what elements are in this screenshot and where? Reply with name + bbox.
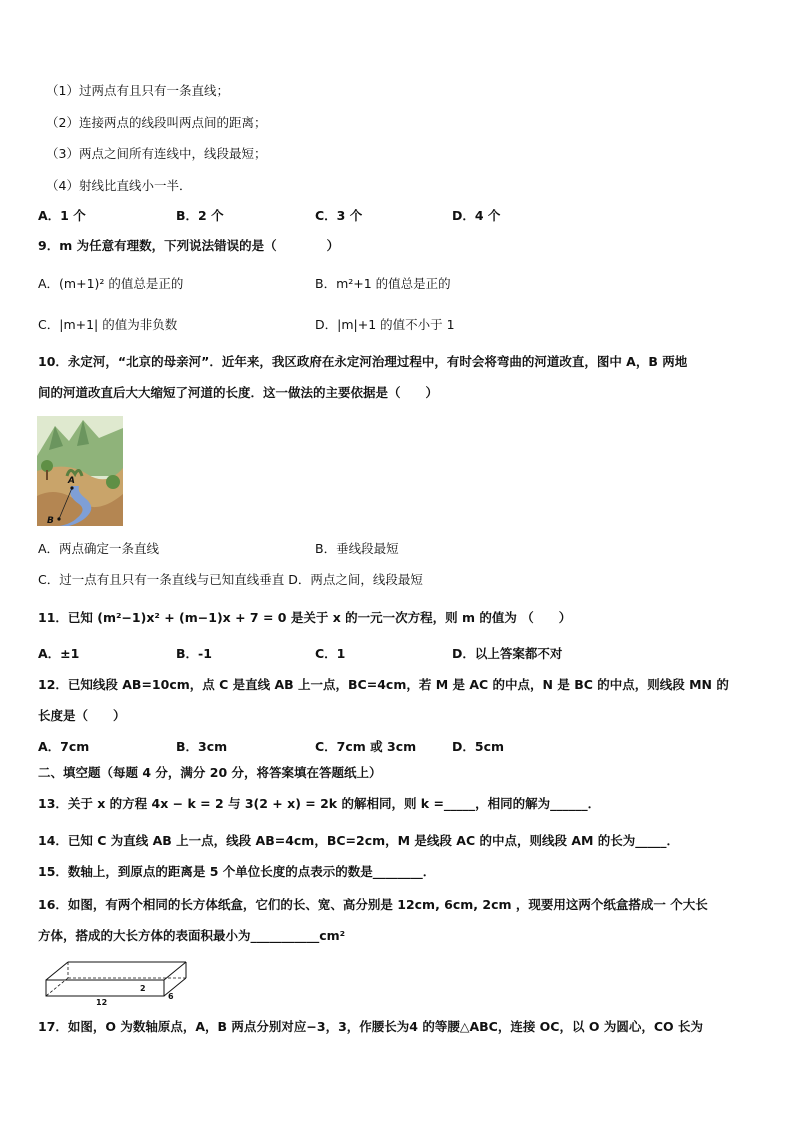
q8-option-d: D．4 个 bbox=[452, 208, 501, 223]
statement-3: （3）两点之间所有连线中，线段最短； bbox=[46, 146, 267, 161]
q11-stem: 11．已知 (m²−1)x² + (m−1)x + 7 = 0 是关于 x 的一元一次方程，则 m 的值为 （ ） bbox=[38, 610, 572, 625]
q8-option-c: C．3 个 bbox=[315, 208, 363, 223]
q8-option-b: B．2 个 bbox=[176, 208, 224, 223]
q11-option-c: C．1 bbox=[315, 646, 346, 661]
q12-option-a: A．7cm bbox=[38, 739, 90, 754]
point-b-label: B bbox=[47, 516, 54, 526]
point-a-label: A bbox=[68, 476, 75, 486]
length-label: 12 bbox=[96, 998, 108, 1006]
width-label: 6 bbox=[168, 992, 174, 1001]
q9-option-c: C．|m+1| 的值为非负数 bbox=[38, 317, 178, 332]
q16-stem-line1: 16．如图，有两个相同的长方体纸盒，它们的长、宽、高分别是 12cm, 6cm, 2cm ，现要用这两个纸盒搭成一 个大长 bbox=[38, 897, 708, 912]
section-2-heading: 二、填空题（每题 4 分，满分 20 分，将答案填在答题纸上） bbox=[38, 765, 382, 780]
q9-option-d: D．|m|+1 的值不小于 1 bbox=[315, 317, 455, 332]
q10-option-cd: C．过一点有且只有一条直线与已知直线垂直 D．两点之间，线段最短 bbox=[38, 572, 423, 587]
q12-stem-line2: 长度是（ ） bbox=[38, 708, 126, 723]
q11-option-d: D．以上答案都不对 bbox=[452, 646, 563, 661]
q12-stem-line1: 12．已知线段 AB=10cm，点 C 是直线 AB 上一点，BC=4cm，若 M 是 AC 的中点，N 是 BC 的中点，则线段 MN 的 bbox=[38, 677, 729, 692]
q12-option-b: B．3cm bbox=[176, 739, 228, 754]
q9-stem: 9．m 为任意有理数，下列说法错误的是（ ） bbox=[38, 238, 340, 253]
q10-stem-line2: 间的河道改直后大大缩短了河道的长度．这一做法的主要依据是（ ） bbox=[38, 385, 439, 400]
cuboid-box-diagram bbox=[40, 958, 195, 1006]
q10-stem-line1: 10．永定河，“北京的母亲河”．近年来，我区政府在永定河治理过程中，有时会将弯曲的河道改直，图中 A，B 两地 bbox=[38, 354, 688, 369]
q9-option-b: B．m²+1 的值总是正的 bbox=[315, 276, 451, 291]
q15-text: 15．数轴上，到原点的距离是 5 个单位长度的点表示的数是________． bbox=[38, 864, 436, 879]
q10-option-b: B．垂线段最短 bbox=[315, 541, 399, 556]
q8-option-a: A．1 个 bbox=[38, 208, 86, 223]
q10-option-a: A．两点确定一条直线 bbox=[38, 541, 160, 556]
river-landscape-illustration bbox=[37, 416, 123, 526]
statement-4: （4）射线比直线小一半． bbox=[46, 178, 192, 193]
q11-option-b: B．-1 bbox=[176, 646, 212, 661]
q17-text: 17．如图，O 为数轴原点，A，B 两点分别对应−3，3，作腰长为4 的等腰△ABC，连接 OC，以 O 为圆心，CO 长为 bbox=[38, 1019, 703, 1034]
q11-option-a: A．±1 bbox=[38, 646, 80, 661]
q16-stem-line2: 方体，搭成的大长方体的表面积最小为___________cm² bbox=[38, 928, 346, 943]
height-label: 2 bbox=[140, 984, 146, 993]
q12-option-d: D．5cm bbox=[452, 739, 505, 754]
statement-2: （2）连接两点的线段叫两点间的距离； bbox=[46, 115, 267, 130]
q13-text: 13．关于 x 的方程 4x − k = 2 与 3(2 + x) = 2k 的解相同，则 k =_____，相同的解为______． bbox=[38, 796, 601, 811]
q12-option-c: C．7cm 或 3cm bbox=[315, 739, 417, 754]
q9-option-a: A．(m+1)² 的值总是正的 bbox=[38, 276, 184, 291]
statement-1: （1）过两点有且只有一条直线； bbox=[46, 83, 229, 98]
q14-text: 14．已知 C 为直线 AB 上一点，线段 AB=4cm，BC=2cm，M 是线段 AC 的中点，则线段 AM 的长为_____． bbox=[38, 833, 680, 848]
